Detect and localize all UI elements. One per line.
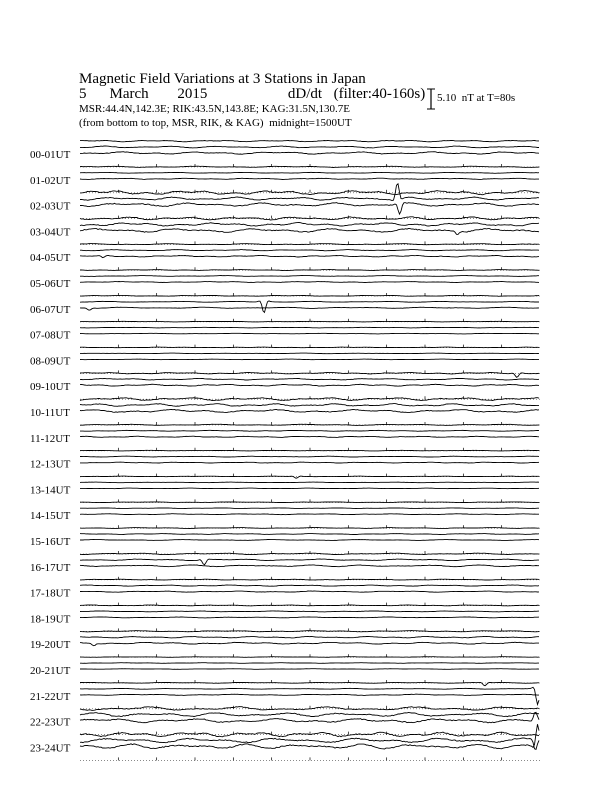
trace-rik xyxy=(80,585,539,586)
trace-kag xyxy=(80,657,539,658)
hour-row xyxy=(30,682,540,708)
trace-msr xyxy=(80,642,539,646)
trace-rik xyxy=(80,301,539,313)
trace-rik xyxy=(80,223,539,227)
trace-msr xyxy=(80,255,539,257)
hour-row xyxy=(30,707,540,735)
hour-label: 22-23UT xyxy=(30,716,71,729)
trace-msr xyxy=(80,178,539,179)
trace-rik xyxy=(80,250,539,251)
hour-label: 21-22UT xyxy=(30,690,71,703)
hour-row xyxy=(30,657,540,683)
trace-msr xyxy=(80,229,539,235)
trace-rik xyxy=(80,276,539,277)
hour-label: 14-15UT xyxy=(30,510,71,523)
trace-msr xyxy=(80,333,539,334)
quantity-label: dD/dt xyxy=(287,86,323,102)
hour-label: 08-09UT xyxy=(30,355,71,368)
hour-label: 04-05UT xyxy=(30,252,71,265)
trace-msr xyxy=(80,359,539,360)
trace-kag xyxy=(80,141,539,142)
trace-msr xyxy=(80,384,539,386)
midnight-note: midnight=1500UT xyxy=(269,117,352,129)
date-year: 2015 xyxy=(177,86,208,102)
trace-msr xyxy=(80,488,539,489)
trace-kag xyxy=(80,372,539,377)
trace-rik xyxy=(80,172,539,173)
trace-msr xyxy=(80,462,539,463)
trace-kag xyxy=(80,476,539,478)
trace-kag xyxy=(80,191,539,195)
hour-row xyxy=(30,217,540,245)
trace-kag xyxy=(80,553,539,555)
hour-row xyxy=(30,321,540,347)
order-note: (from bottom to top, MSR, RIK, & KAG) xyxy=(79,117,264,129)
trace-rik xyxy=(80,430,539,431)
trace-msr xyxy=(80,591,539,592)
trace-msr xyxy=(80,694,539,695)
trace-rik xyxy=(80,327,539,328)
hour-row xyxy=(30,502,540,528)
trace-rik xyxy=(80,663,539,664)
trace-kag xyxy=(80,321,539,322)
hour-row xyxy=(30,270,540,297)
hour-label: 07-08UT xyxy=(30,329,71,342)
hour-row xyxy=(30,295,540,321)
hour-label: 10-11UT xyxy=(30,407,70,419)
hour-label: 15-16UT xyxy=(30,536,71,548)
hour-row xyxy=(30,450,540,476)
hour-row xyxy=(30,553,540,580)
trace-rik xyxy=(80,353,539,354)
trace-rik xyxy=(80,404,539,407)
hour-row xyxy=(30,372,540,399)
trace-msr xyxy=(80,152,539,155)
trace-rik xyxy=(80,713,539,717)
hour-row xyxy=(30,244,540,271)
trace-msr xyxy=(80,565,539,567)
trace-msr xyxy=(80,514,539,515)
trace-kag xyxy=(80,347,539,348)
trace-msr xyxy=(80,540,539,541)
hour-label: 01-02UT xyxy=(30,174,71,187)
hour-row xyxy=(30,166,540,193)
stations-line: MSR:44.4N,142.3E; RIK:43.5N,143.8E; KAG:31.5N,130.7E xyxy=(79,103,351,115)
hour-label: 20-21UT xyxy=(30,665,71,677)
trace-rik xyxy=(80,636,539,638)
trace-kag xyxy=(80,270,539,271)
date-month: March xyxy=(109,86,149,102)
trace-kag xyxy=(80,502,539,503)
hour-row xyxy=(30,579,540,605)
trace-msr xyxy=(80,669,539,670)
date-day: 5 xyxy=(79,86,87,102)
hour-label: 06-07UT xyxy=(30,303,71,316)
trace-kag xyxy=(80,631,539,632)
trace-kag xyxy=(80,450,539,451)
filter-label: (filter:40-160s) xyxy=(333,86,426,102)
hour-label: 11-12UT xyxy=(30,432,70,445)
trace-msr xyxy=(80,410,539,413)
hour-label: 18-19UT xyxy=(30,613,71,626)
hour-label: 02-03UT xyxy=(30,200,71,213)
hour-label: 13-14UT xyxy=(30,484,71,497)
hour-label: 09-10UT xyxy=(30,381,71,394)
trace-msr xyxy=(80,282,539,283)
trace-msr xyxy=(80,436,539,437)
scale-label: 5.10 nT at T=80s xyxy=(437,92,516,104)
hour-label: 05-06UT xyxy=(30,278,71,290)
trace-rik xyxy=(80,534,539,535)
hour-row xyxy=(30,184,540,219)
hour-row xyxy=(30,631,540,658)
trace-rik xyxy=(80,378,539,380)
trace-msr xyxy=(80,307,539,310)
rows-layer xyxy=(30,141,540,761)
chart-title: Magnetic Field Variations at 3 Stations in Japan xyxy=(79,71,366,87)
hour-row xyxy=(30,605,540,632)
hour-label: 23-24UT xyxy=(30,742,71,755)
hour-row xyxy=(30,424,540,451)
trace-rik xyxy=(80,482,539,483)
trace-rik xyxy=(80,456,539,457)
hour-label: 16-17UT xyxy=(30,561,71,574)
hour-label: 17-18UT xyxy=(30,587,71,600)
hour-label: 00-01UT xyxy=(30,149,71,161)
hour-label: 03-04UT xyxy=(30,226,71,239)
trace-rik xyxy=(80,508,539,509)
hour-row xyxy=(30,398,540,425)
trace-rik xyxy=(80,146,539,148)
trace-rik xyxy=(80,559,539,565)
trace-msr xyxy=(80,203,539,215)
trace-msr xyxy=(80,724,539,749)
hour-row xyxy=(30,724,540,760)
hour-row xyxy=(30,528,540,555)
hour-row xyxy=(30,347,540,373)
hour-label: 19-20UT xyxy=(30,639,71,652)
trace-msr xyxy=(80,617,539,618)
trace-kag xyxy=(80,682,539,685)
trace-rik xyxy=(80,687,539,704)
trace-rik xyxy=(80,611,539,612)
hour-row xyxy=(30,141,540,168)
hour-row xyxy=(30,476,540,502)
hour-label: 12-13UT xyxy=(30,458,71,471)
trace-kag xyxy=(80,528,539,529)
scale-bar xyxy=(427,89,435,109)
